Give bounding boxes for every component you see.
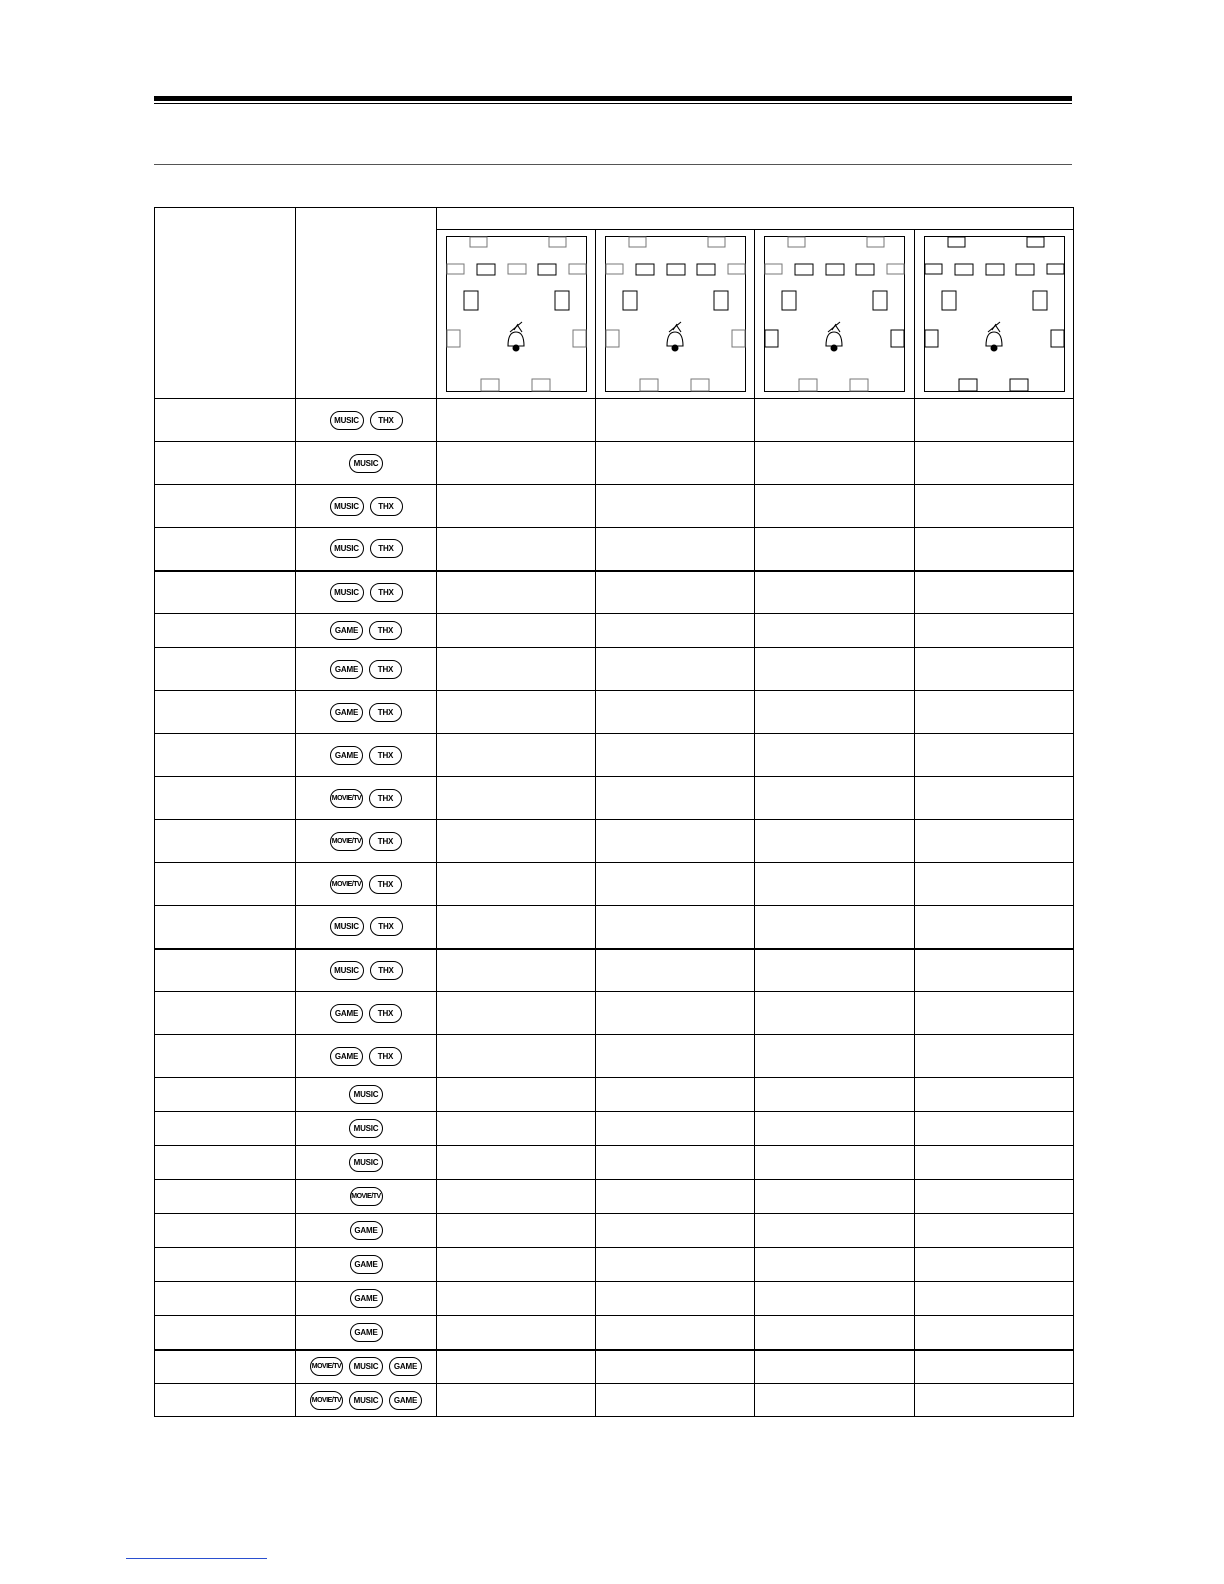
speaker-config-cell <box>755 906 915 949</box>
speaker-config-cell <box>755 1146 915 1180</box>
speaker-config-cell <box>596 1035 755 1078</box>
speaker-layout-diagram-icon <box>924 236 1065 392</box>
table-row <box>155 863 1074 906</box>
mode-name-cell <box>155 734 296 777</box>
speaker-config-cell <box>437 777 596 820</box>
speaker-config-cell <box>915 648 1074 691</box>
speaker-config-cell <box>596 863 755 906</box>
speaker-config-cell <box>755 1248 915 1282</box>
remote-buttons-cell <box>296 399 437 442</box>
mode-name-cell <box>155 528 296 571</box>
speaker-config-cell <box>915 820 1074 863</box>
remote-buttons-cell <box>296 906 437 949</box>
game-button-icon: GAME <box>350 1323 383 1342</box>
table-row <box>155 777 1074 820</box>
table-row <box>155 906 1074 949</box>
speaker-config-cell <box>915 614 1074 648</box>
speaker-config-cell <box>915 906 1074 949</box>
speaker-config-cell <box>755 1384 915 1417</box>
speaker-config-cell <box>596 1248 755 1282</box>
speaker-config-cell <box>915 485 1074 528</box>
speaker-layout-4 <box>915 230 1074 399</box>
remote-buttons-cell <box>296 1350 437 1384</box>
mode-name-cell <box>155 1112 296 1146</box>
speaker-config-cell <box>915 1350 1074 1384</box>
mode-name-cell <box>155 648 296 691</box>
speaker-layout-diagram-icon <box>446 236 587 392</box>
speaker-config-cell <box>437 949 596 992</box>
speaker-config-cell <box>596 528 755 571</box>
table-row <box>155 485 1074 528</box>
mode-name-cell <box>155 863 296 906</box>
thx-button-icon: THX <box>369 746 402 765</box>
game-button-icon: GAME <box>330 660 363 679</box>
speaker-config-cell <box>755 820 915 863</box>
remote-buttons-cell <box>296 1078 437 1112</box>
header-speaker-layout-cell <box>437 208 1074 230</box>
speaker-config-cell <box>596 1146 755 1180</box>
speaker-config-cell <box>915 1146 1074 1180</box>
speaker-config-cell <box>437 906 596 949</box>
speaker-config-cell <box>755 399 915 442</box>
speaker-config-cell <box>755 1035 915 1078</box>
speaker-config-cell <box>596 1384 755 1417</box>
table-row <box>155 1214 1074 1248</box>
mode-name-cell <box>155 992 296 1035</box>
table-row <box>155 1384 1074 1417</box>
speaker-config-cell <box>755 648 915 691</box>
remote-buttons-cell <box>296 820 437 863</box>
speaker-config-cell <box>596 442 755 485</box>
speaker-layout-diagram-icon <box>605 236 746 392</box>
remote-buttons-cell <box>296 863 437 906</box>
speaker-config-cell <box>437 1282 596 1316</box>
speaker-config-cell <box>755 1214 915 1248</box>
game-button-icon: GAME <box>350 1221 383 1240</box>
thx-button-icon: THX <box>369 1004 402 1023</box>
music-button-icon: MUSIC <box>349 1357 383 1376</box>
music-button-icon: MUSIC <box>330 539 364 558</box>
speaker-config-cell <box>437 1180 596 1214</box>
music-button-icon: MUSIC <box>330 583 364 602</box>
mode-name-cell <box>155 1248 296 1282</box>
table-row <box>155 1248 1074 1282</box>
speaker-config-cell <box>755 571 915 614</box>
table-row <box>155 399 1074 442</box>
footer-link-line <box>126 1558 267 1559</box>
speaker-config-cell <box>915 1248 1074 1282</box>
speaker-config-cell <box>596 571 755 614</box>
speaker-layout-1 <box>437 230 596 399</box>
speaker-config-cell <box>437 648 596 691</box>
table-row <box>155 1350 1074 1384</box>
speaker-config-cell <box>915 1214 1074 1248</box>
speaker-config-cell <box>915 1180 1074 1214</box>
thx-button-icon: THX <box>369 789 402 808</box>
speaker-config-cell <box>915 1078 1074 1112</box>
movie-tv-button-icon: MOVIE/TV <box>310 1391 343 1410</box>
speaker-config-cell <box>596 949 755 992</box>
remote-buttons-cell <box>296 734 437 777</box>
thx-button-icon: THX <box>370 961 403 980</box>
movie-tv-button-icon: MOVIE/TV <box>330 832 363 851</box>
remote-buttons-cell <box>296 1112 437 1146</box>
remote-buttons-cell <box>296 1282 437 1316</box>
speaker-config-cell <box>755 949 915 992</box>
speaker-config-cell <box>437 820 596 863</box>
mode-name-cell <box>155 1350 296 1384</box>
table-row <box>155 820 1074 863</box>
speaker-config-cell <box>596 906 755 949</box>
music-button-icon: MUSIC <box>330 497 364 516</box>
speaker-config-cell <box>755 863 915 906</box>
speaker-config-cell <box>755 485 915 528</box>
movie-tv-button-icon: MOVIE/TV <box>350 1187 383 1206</box>
thx-button-icon: THX <box>370 539 403 558</box>
speaker-config-cell <box>755 691 915 734</box>
table-row <box>155 734 1074 777</box>
speaker-config-cell <box>437 1035 596 1078</box>
speaker-config-cell <box>755 1350 915 1384</box>
speaker-config-cell <box>755 1180 915 1214</box>
speaker-config-cell <box>437 1248 596 1282</box>
remote-buttons-cell <box>296 442 437 485</box>
table-row <box>155 1180 1074 1214</box>
header-rule-thick <box>154 96 1072 101</box>
header-mode-cell <box>155 208 296 399</box>
speaker-config-cell <box>437 571 596 614</box>
mode-name-cell <box>155 399 296 442</box>
speaker-config-cell <box>596 734 755 777</box>
game-button-icon: GAME <box>350 1255 383 1274</box>
thx-button-icon: THX <box>369 703 402 722</box>
music-button-icon: MUSIC <box>330 961 364 980</box>
thx-button-icon: THX <box>370 917 403 936</box>
table-row <box>155 442 1074 485</box>
music-button-icon: MUSIC <box>349 1153 383 1172</box>
speaker-config-cell <box>596 820 755 863</box>
section-rule <box>154 164 1072 165</box>
game-button-icon: GAME <box>389 1391 422 1410</box>
speaker-config-cell <box>596 992 755 1035</box>
thx-button-icon: THX <box>369 875 402 894</box>
speaker-layout-3 <box>755 230 915 399</box>
speaker-config-cell <box>437 1350 596 1384</box>
mode-name-cell <box>155 949 296 992</box>
thx-button-icon: THX <box>369 1047 402 1066</box>
speaker-config-cell <box>596 1350 755 1384</box>
game-button-icon: GAME <box>389 1357 422 1376</box>
mode-name-cell <box>155 820 296 863</box>
speaker-config-cell <box>437 992 596 1035</box>
movie-tv-button-icon: MOVIE/TV <box>310 1357 343 1376</box>
table-row <box>155 1282 1074 1316</box>
speaker-config-cell <box>596 399 755 442</box>
speaker-config-cell <box>915 442 1074 485</box>
speaker-config-cell <box>915 1035 1074 1078</box>
speaker-config-cell <box>596 1214 755 1248</box>
game-button-icon: GAME <box>330 621 363 640</box>
mode-name-cell <box>155 1180 296 1214</box>
mode-name-cell <box>155 1078 296 1112</box>
table-row <box>155 528 1074 571</box>
table-row <box>155 1316 1074 1350</box>
speaker-config-cell <box>915 992 1074 1035</box>
speaker-config-cell <box>596 1282 755 1316</box>
speaker-config-cell <box>596 1180 755 1214</box>
speaker-config-cell <box>755 1078 915 1112</box>
mode-name-cell <box>155 1384 296 1417</box>
speaker-config-cell <box>755 777 915 820</box>
table-row <box>155 1146 1074 1180</box>
speaker-config-cell <box>915 734 1074 777</box>
remote-buttons-cell <box>296 777 437 820</box>
speaker-config-cell <box>596 1316 755 1350</box>
mode-name-cell <box>155 485 296 528</box>
thx-button-icon: THX <box>370 411 403 430</box>
speaker-config-cell <box>437 691 596 734</box>
speaker-config-cell <box>915 528 1074 571</box>
remote-buttons-cell <box>296 571 437 614</box>
speaker-config-cell <box>915 777 1074 820</box>
mode-name-cell <box>155 1282 296 1316</box>
speaker-layout-diagram-icon <box>764 236 905 392</box>
remote-buttons-cell <box>296 1146 437 1180</box>
table-row <box>155 691 1074 734</box>
remote-buttons-cell <box>296 1214 437 1248</box>
thx-button-icon: THX <box>370 497 403 516</box>
speaker-config-cell <box>437 614 596 648</box>
speaker-config-cell <box>596 648 755 691</box>
game-button-icon: GAME <box>330 1047 363 1066</box>
game-button-icon: GAME <box>330 1004 363 1023</box>
speaker-config-cell <box>915 1316 1074 1350</box>
thx-button-icon: THX <box>370 583 403 602</box>
music-button-icon: MUSIC <box>349 1085 383 1104</box>
speaker-config-cell <box>437 528 596 571</box>
speaker-config-cell <box>596 691 755 734</box>
speaker-config-cell <box>596 1078 755 1112</box>
speaker-config-cell <box>437 734 596 777</box>
thx-button-icon: THX <box>369 832 402 851</box>
listening-mode-table <box>154 207 1074 1417</box>
game-button-icon: GAME <box>330 703 363 722</box>
table-row <box>155 614 1074 648</box>
speaker-config-cell <box>915 571 1074 614</box>
mode-name-cell <box>155 906 296 949</box>
table-row <box>155 992 1074 1035</box>
speaker-config-cell <box>755 528 915 571</box>
remote-buttons-cell <box>296 1384 437 1417</box>
speaker-config-cell <box>755 614 915 648</box>
mode-name-cell <box>155 777 296 820</box>
speaker-config-cell <box>915 1384 1074 1417</box>
music-button-icon: MUSIC <box>349 1391 383 1410</box>
speaker-config-cell <box>437 1078 596 1112</box>
game-button-icon: GAME <box>330 746 363 765</box>
speaker-config-cell <box>437 1384 596 1417</box>
table-row <box>155 1035 1074 1078</box>
speaker-config-cell <box>915 399 1074 442</box>
remote-buttons-cell <box>296 949 437 992</box>
mode-name-cell <box>155 1146 296 1180</box>
speaker-layout-2 <box>596 230 755 399</box>
table-row <box>155 1078 1074 1112</box>
speaker-config-cell <box>755 1316 915 1350</box>
remote-buttons-cell <box>296 992 437 1035</box>
music-button-icon: MUSIC <box>330 411 364 430</box>
mode-name-cell <box>155 1214 296 1248</box>
speaker-config-cell <box>596 485 755 528</box>
mode-name-cell <box>155 442 296 485</box>
mode-name-cell <box>155 614 296 648</box>
speaker-config-cell <box>915 1112 1074 1146</box>
mode-name-cell <box>155 691 296 734</box>
movie-tv-button-icon: MOVIE/TV <box>330 789 363 808</box>
speaker-config-cell <box>596 614 755 648</box>
remote-buttons-cell <box>296 691 437 734</box>
thx-button-icon: THX <box>369 660 402 679</box>
mode-name-cell <box>155 1316 296 1350</box>
remote-buttons-cell <box>296 1248 437 1282</box>
speaker-config-cell <box>915 1282 1074 1316</box>
music-button-icon: MUSIC <box>349 454 383 473</box>
table-row <box>155 571 1074 614</box>
speaker-config-cell <box>755 1112 915 1146</box>
mode-name-cell <box>155 1035 296 1078</box>
table-row <box>155 648 1074 691</box>
speaker-config-cell <box>755 734 915 777</box>
header-button-cell <box>296 208 437 399</box>
remote-buttons-cell <box>296 485 437 528</box>
movie-tv-button-icon: MOVIE/TV <box>330 875 363 894</box>
speaker-config-cell <box>915 691 1074 734</box>
speaker-config-cell <box>437 1316 596 1350</box>
remote-buttons-cell <box>296 1316 437 1350</box>
speaker-config-cell <box>755 1282 915 1316</box>
speaker-config-cell <box>437 485 596 528</box>
speaker-config-cell <box>915 949 1074 992</box>
remote-buttons-cell <box>296 614 437 648</box>
game-button-icon: GAME <box>350 1289 383 1308</box>
speaker-config-cell <box>437 442 596 485</box>
speaker-config-cell <box>755 442 915 485</box>
remote-buttons-cell <box>296 528 437 571</box>
speaker-config-cell <box>596 1112 755 1146</box>
remote-buttons-cell <box>296 1035 437 1078</box>
header-rule-thin <box>154 103 1072 104</box>
speaker-config-cell <box>596 777 755 820</box>
remote-buttons-cell <box>296 648 437 691</box>
speaker-config-cell <box>437 1214 596 1248</box>
thx-button-icon: THX <box>369 621 402 640</box>
speaker-config-cell <box>437 399 596 442</box>
speaker-config-cell <box>437 1146 596 1180</box>
speaker-config-cell <box>437 863 596 906</box>
speaker-config-cell <box>915 863 1074 906</box>
table-row <box>155 949 1074 992</box>
speaker-config-cell <box>437 1112 596 1146</box>
speaker-config-cell <box>755 992 915 1035</box>
music-button-icon: MUSIC <box>330 917 364 936</box>
table-row <box>155 1112 1074 1146</box>
mode-name-cell <box>155 571 296 614</box>
remote-buttons-cell <box>296 1180 437 1214</box>
music-button-icon: MUSIC <box>349 1119 383 1138</box>
